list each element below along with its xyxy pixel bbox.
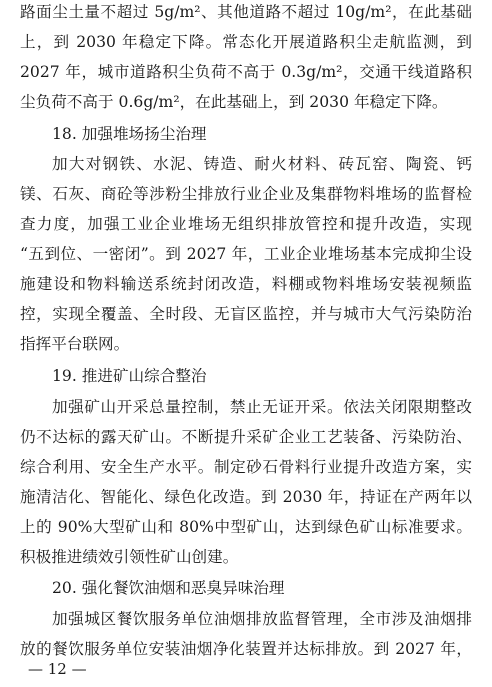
text-line: 2027 年，城市道路积尘负荷不高于 0.3g/m²，交通干线道路积 — [20, 63, 472, 81]
text-line: 加大对钢铁、水泥、铸造、耐火材料、砖瓦窑、陶瓷、钙 — [52, 155, 472, 173]
text-line: 尘负荷不高于 0.6g/m²，在此基础上，到 2030 年稳定下降。 — [20, 93, 448, 111]
text-line: 综合利用、安全生产水平。制定砂石骨料行业提升改造方案，实 — [20, 458, 472, 476]
text-line: 上，到 2030 年稳定下降。常态化开展道路积尘走航监测，到 — [20, 33, 472, 51]
section-heading-20: 20. 强化餐饮油烟和恶臭异味治理 — [52, 579, 285, 597]
page-number: — 12 — — [28, 660, 87, 678]
text-line: 仍不达标的露天矿山。不断提升采矿企业工艺装备、污染防治、 — [20, 428, 472, 446]
text-line: 指挥平台联网。 — [20, 335, 130, 353]
text-line: 加强城区餐饮服务单位油烟排放监督管理，全市涉及油烟排 — [52, 610, 472, 628]
text-line: 加强矿山开采总量控制，禁止无证开采。依法关闭限期整改 — [52, 398, 472, 416]
text-line: 施清洁化、智能化、绿色化改造。到 2030 年，持证在产两年以 — [20, 488, 472, 506]
text-line: 控，实现全覆盖、全时段、无盲区监控，并与城市大气污染防治 — [20, 305, 472, 323]
text-line: 放的餐饮服务单位安装油烟净化装置并达标排放。到 2027 年， — [20, 640, 472, 658]
text-line: 查力度，加强工业企业堆场无组织排放管控和提升改造，实现 — [20, 215, 472, 233]
text-line: 路面尘土量不超过 5g/m²、其他道路不超过 10g/m²，在此基础 — [20, 3, 472, 21]
text-line: 镁、石灰、商砼等涉粉尘排放行业企业及集群物料堆场的监督检 — [20, 185, 472, 203]
text-line: “五到位、一密闭”。到 2027 年，工业企业堆场基本完成抑尘设 — [20, 245, 472, 263]
text-line: 施建设和物料输送系统封闭改造，料棚或物料堆场安装视频监 — [20, 275, 472, 293]
section-heading-18: 18. 加强堆场扬尘治理 — [52, 125, 207, 143]
section-heading-19: 19. 推进矿山综合整治 — [52, 367, 207, 385]
text-line: 积极推进绩效引领性矿山创建。 — [20, 548, 239, 566]
text-line: 上的 90%大型矿山和 80%中型矿山，达到绿色矿山标准要求。 — [20, 518, 472, 536]
